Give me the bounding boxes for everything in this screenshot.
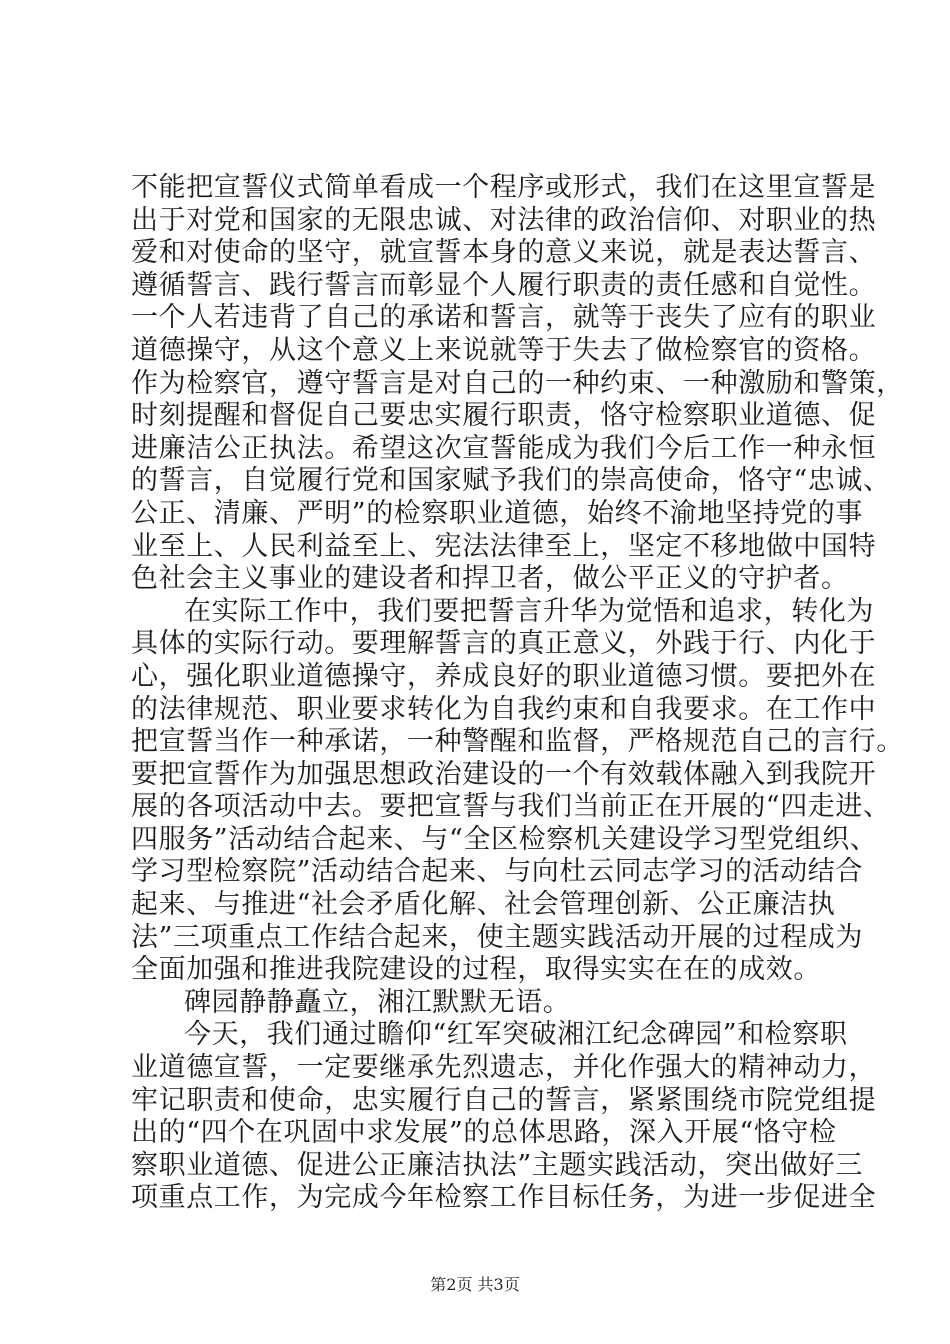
text-line: 项重点工作，为完成今年检察工作目标任务，为进一步促进全 — [131, 1182, 877, 1214]
text-line: 出的“四个在巩固中求发展”的总体思路，深入开展“恪守检 — [131, 1117, 837, 1149]
text-line: 一个人若违背了自己的承诺和誓言，就等于丧失了应有的职业 — [131, 302, 877, 334]
text-line: 学习型检察院”活动结合起来、与向杜云同志学习的活动结合 — [131, 856, 864, 888]
text-line: 出于对党和国家的无限忠诚、对法律的政治信仰、对职业的热 — [131, 204, 877, 236]
text-line: 碑园静静矗立，湘江默默无语。 — [184, 986, 571, 1018]
text-line: 具体的实际行动。要理解誓言的真正意义，外践于行、内化于 — [131, 628, 877, 660]
text-line: 的誓言，自觉履行党和国家赋予我们的崇高使命，恪守“忠诚、 — [131, 465, 891, 497]
text-line: 在实际工作中，我们要把誓言升华为觉悟和追求，转化为 — [184, 595, 874, 627]
document-body — [131, 172, 904, 1215]
text-line: 今天，我们通过瞻仰“红军突破湘江纪念碑园”和检察职 — [184, 1019, 848, 1051]
page-footer: 第2页 共3页 — [430, 1275, 520, 1294]
text-line: 作为检察官，遵守誓言是对自己的一种约束、一种激励和警策， — [131, 367, 904, 399]
text-line: 时刻提醒和督促自己要忠实履行职责，恪守检察职业道德、促 — [131, 400, 877, 432]
text-line: 要把宣誓作为加强思想政治建设的一个有效载体融入到我院开 — [131, 758, 877, 790]
text-line: 牢记职责和使命，忠实履行自己的誓言，紧紧围绕市院党组提 — [131, 1084, 877, 1116]
text-line: 察职业道德、促进公正廉洁执法”主题实践活动，突出做好三 — [131, 1149, 864, 1181]
text-line: 公正、清廉、严明”的检察职业道德，始终不渝地坚持党的事 — [131, 497, 864, 529]
text-line: 起来、与推进“社会矛盾化解、社会管理创新、公正廉洁执 — [131, 889, 836, 921]
text-line: 法”三项重点工作结合起来，使主题实践活动开展的过程成为 — [131, 921, 864, 953]
text-line: 心，强化职业道德操守，养成良好的职业道德习惯。要把外在 — [131, 660, 877, 692]
text-line: 爱和对使命的坚守，就宣誓本身的意义来说，就是表达誓言、 — [131, 237, 877, 269]
text-line: 色社会主义事业的建设者和捍卫者，做公平正义的守护者。 — [131, 563, 849, 595]
text-line: 业至上、人民利益至上、宪法法律至上，坚定不移地做中国特 — [131, 530, 877, 562]
text-line: 道德操守，从这个意义上来说就等于失去了做检察官的资格。 — [131, 334, 877, 366]
text-line: 展的各项活动中去。要把宣誓与我们当前正在开展的“四走进、 — [131, 791, 891, 823]
text-line: 遵循誓言、践行誓言而彰显个人履行职责的责任感和自觉性。 — [131, 269, 877, 301]
text-line: 的法律规范、职业要求转化为自我约束和自我要求。在工作中 — [131, 693, 877, 725]
text-line: 不能把宣誓仪式简单看成一个程序或形式，我们在这里宣誓是 — [131, 172, 877, 203]
text-line: 四服务”活动结合起来、与“全区检察机关建设学习型党组织、 — [131, 823, 878, 855]
text-line: 业道德宣誓，一定要继承先烈遗志，并化作强大的精神动力， — [131, 1052, 877, 1084]
text-line: 全面加强和推进我院建设的过程，取得实实在在的成效。 — [131, 954, 821, 986]
text-line: 进廉洁公正执法。希望这次宣誓能成为我们今后工作一种永恒 — [131, 432, 877, 464]
text-line: 把宣誓当作一种承诺，一种警醒和监督，严格规范自己的言行。 — [131, 726, 904, 758]
